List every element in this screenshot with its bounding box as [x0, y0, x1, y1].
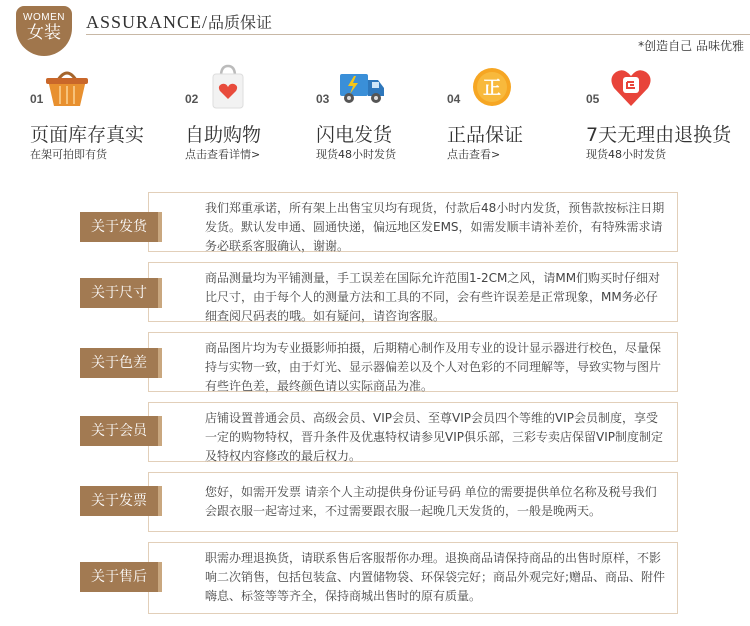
info-label: 关于发货	[80, 212, 162, 242]
feature-desc: 在架可拍即有货	[30, 148, 107, 161]
info-label: 关于发票	[80, 486, 162, 516]
feature-num: 02	[185, 92, 199, 106]
info-label: 关于尺寸	[80, 278, 162, 308]
svg-text:正: 正	[483, 78, 501, 99]
info-row-after-sales	[80, 542, 680, 616]
feature-title: 页面库存真实	[30, 124, 145, 146]
header-divider	[86, 34, 750, 35]
info-row-member	[80, 402, 680, 464]
info-label: 关于色差	[80, 348, 162, 378]
return-heart-icon	[608, 64, 654, 110]
info-box	[148, 332, 678, 392]
feature-fast-shipping[interactable]	[316, 62, 436, 172]
info-row-size	[80, 262, 680, 324]
info-text: 商品图片均为专业摄影师拍摄，后期精心制作及用专业的设计显示器进行校色，尽量保持与实物一致，由于灯光、显示器偏差以及个人对色彩的不同理解等，导致实物与图片有些许色差，最终颜色请以实际商品为准。	[205, 341, 662, 393]
info-text: 商品测量均为平铺测量，手工误差在国际允许范围1-2CM之风，请MM们购买时仔细对比尺寸，由于每个人的测量方法和工具的不同，会有些许误差是正常现象，MM务必仔细查阅尺码表的哦。如有疑问，请咨询客服。	[205, 271, 661, 323]
feature-title: 7天无理由退换货	[586, 124, 732, 146]
info-box	[148, 542, 678, 614]
feature-genuine[interactable]	[447, 62, 557, 172]
delivery-truck-icon	[336, 64, 386, 110]
info-text: 职需办理退换货，请联系售后客服帮你办理。退换商品请保持商品的出售时原样，不影响二次销售，包括包装盒、内置储物袋、环保袋完好；商品外观完好;赠品、商品、附件嗨息、标签等等齐全，保持商城出售时的原有质量。	[205, 551, 666, 603]
assurance-title	[86, 10, 272, 33]
info-box	[148, 262, 678, 322]
feature-title: 自助购物	[185, 124, 262, 146]
info-row-shipping	[80, 192, 680, 254]
feature-self-service[interactable]	[185, 62, 295, 172]
shopping-bag-heart-icon	[205, 64, 251, 110]
badge-cn: 女装	[27, 23, 61, 43]
info-row-color	[80, 332, 680, 394]
feature-desc[interactable]: 点击查看详情>	[185, 148, 261, 161]
feature-num: 04	[447, 92, 461, 106]
info-row-invoice	[80, 472, 680, 534]
info-label: 关于会员	[80, 416, 162, 446]
feature-title: 正品保证	[447, 124, 524, 146]
feature-returns[interactable]	[586, 62, 746, 172]
info-text: 店铺设置普通会员、高级会员、VIP会员、至尊VIP会员四个等维的VIP会员制度，享受一定的购物特权，晋升条件及优惠特权请参见VIP俱乐部，三彩专卖店保留VIP制度制定及特权内容修改的最后权力。	[205, 411, 663, 463]
feature-num: 05	[586, 92, 600, 106]
feature-num: 01	[30, 92, 44, 106]
genuine-badge-icon	[469, 64, 515, 110]
women-badge	[16, 6, 72, 56]
shopping-basket-icon	[44, 64, 90, 110]
feature-desc: 现货48小时发货	[316, 148, 396, 161]
feature-inventory[interactable]	[30, 62, 170, 172]
badge-en: WOMEN	[23, 12, 65, 23]
info-box	[148, 472, 678, 532]
info-label: 关于售后	[80, 562, 162, 592]
assurance-sep: /	[202, 12, 209, 32]
slogan: *创造自己 品味优雅	[638, 39, 744, 53]
feature-row	[0, 62, 750, 172]
header	[0, 0, 750, 60]
info-text: 您好，如需开发票 请亲个人主动提供身份证号码 单位的需要提供单位名称及税号我们会跟衣服一起寄过来，不过需要跟衣服一起晚几天发货的，一般是晚两天。	[205, 485, 657, 518]
feature-num: 03	[316, 92, 330, 106]
assurance-en: ASSURANCE	[86, 12, 203, 32]
info-box	[148, 402, 678, 462]
assurance-cn: 品质保证	[208, 13, 273, 32]
feature-desc[interactable]: 点击查看>	[447, 148, 501, 161]
info-text: 我们郑重承诺，所有架上出售宝贝均有现货，付款后48小时内发货，预售款按标注日期发货。默认发申通、圆通快递，偏远地区发EMS，如需发顺丰请补差价，有特殊需求请务必联系客服确认，谢谢。	[205, 201, 665, 253]
feature-desc: 现货48小时发货	[586, 148, 666, 161]
feature-title: 闪电发货	[316, 124, 393, 146]
info-box	[148, 192, 678, 252]
